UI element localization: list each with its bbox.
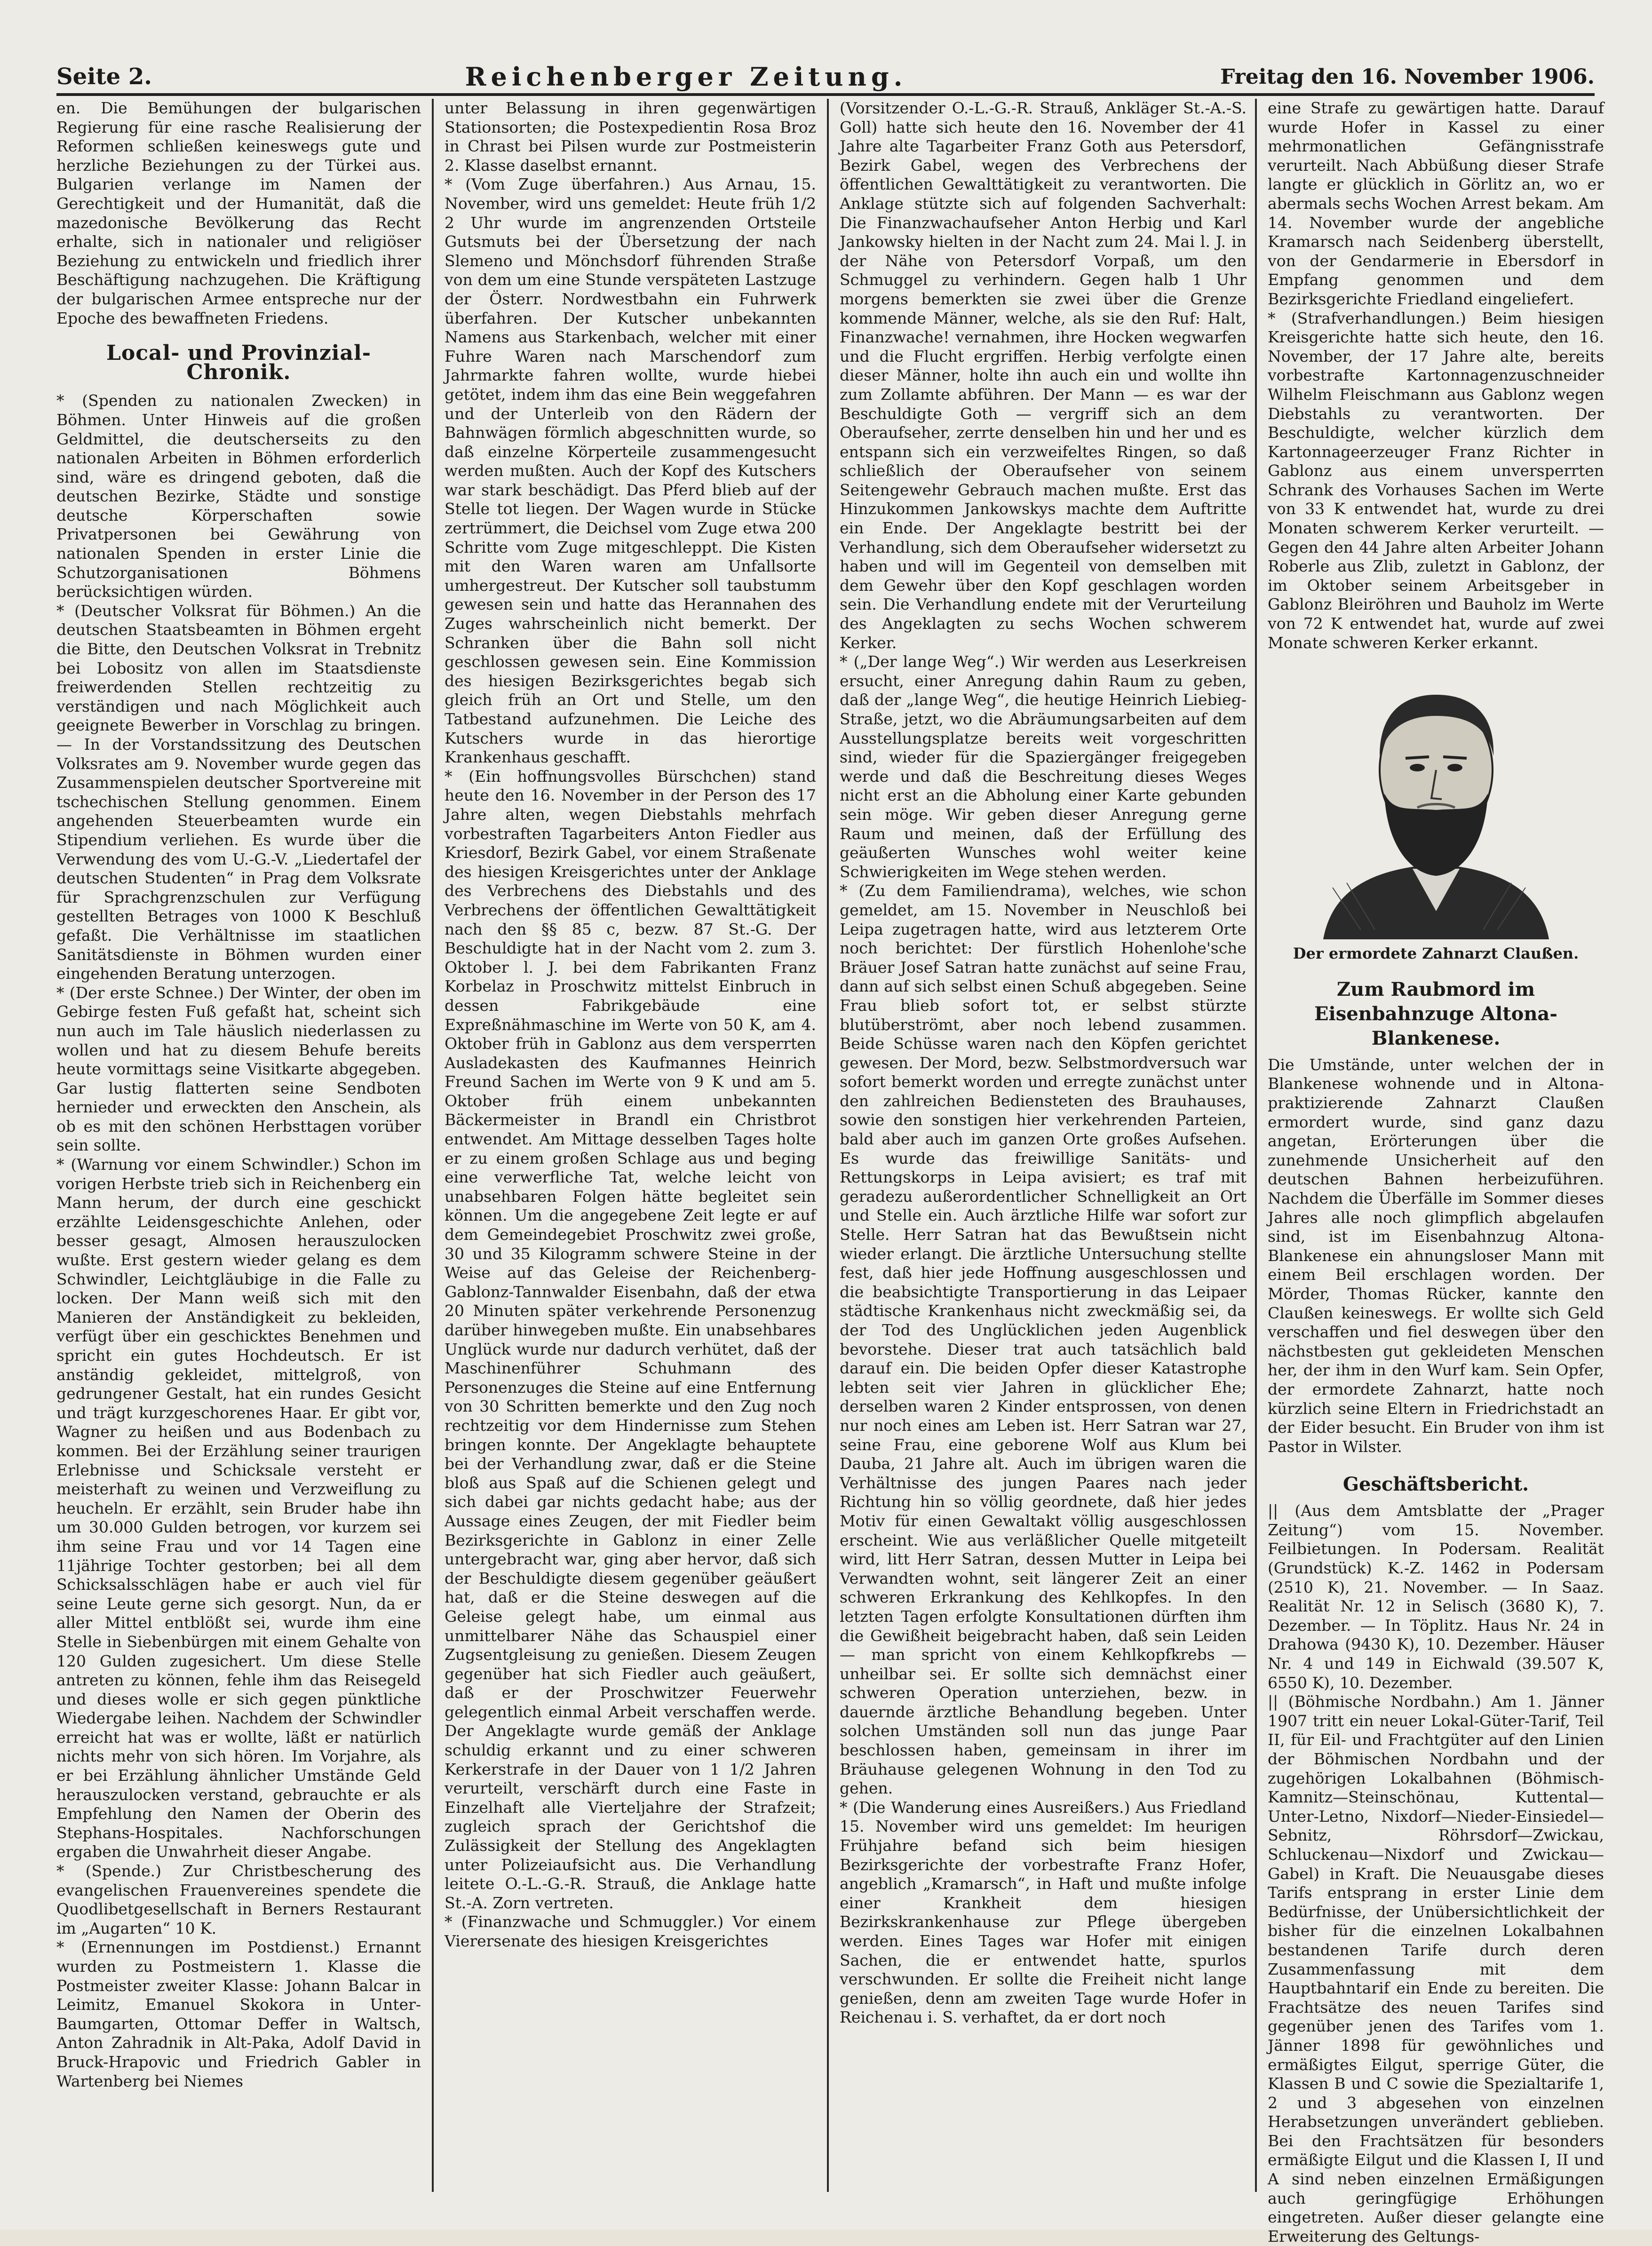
section-heading: Local- und Provinzial-Chronik. [106,341,372,384]
article-volksrat: * (Deutscher Volksrat für Böhmen.) An die deutschen Staatsbeamten in Böhmen ergeht die Bitte, den Deutschen Volksrat in Trebnitz bei Lobositz von allen im Staatsdienste freiwerdenden Stellen rechtzeitig zu verständigen und nach Möglichkeit auch geeignete Bewerber in Vorschlag zu bringen. — In der Vorstandssitzung des Deutschen Volksrates am 9. November wurde gegen das Zusammenspielen deutscher Sportvereine mit tschechischen Stellung genommen. Einem angehenden Steuerbeamten wurde ein Stipendium verliehen. Es wurde über die Verwendung des vom U.-G.-V. „Liedertafel der deutschen Studenten“ in Prag dem Volksrate für Sprachgrenzschulen zur Verfügung gestellten Betrages von 1000 K Beschluß gefaßt. Die Verhältnisse im staatlichen Sanitätsdienste in Böhmen wurden einer eingehenden Beratung unterzogen. [56,601,421,983]
portrait-engraving [1304,667,1568,939]
page-number: Seite 2. [56,63,152,90]
article-continuation: en. Die Bemühungen der bulgarischen Regierung für eine rasche Realisierung der Reformen schließen keineswegs gute und herzliche Beziehungen zu der Türkei aus. Bulgarien verlange im Namen der Gerechtigkeit und der Humanität, daß die mazedonische Bevölkerung das Recht erhalte, sich in nationaler und religiöser Beziehung zu entwickeln und friedlich ihrer Beschäftigung nachzugehen. Die Kräftigung der bulgarischen Armee entspreche nur der Epoche des bewaffneten Friedens. [56,99,421,327]
article-raubmord: Die Umstände, unter welchen der in Blankenese wohnende und in Altona-praktizierende Zahnarzt Claußen ermordert wurde, sind ganz dazu angetan, Erörterungen über die zunehmende Unsicherheit auf den deutschen Bahnen herbeizuführen. Nachdem die Überfälle im Sommer dieses Jahres alle noch glimpflich abgelaufen sind, ist im Eisenbahnzug Altona-Blankenese ein ahnungsloser Mann mit einem Beil erschlagen worden. Der Mörder, Thomas Rücker, kannte den Claußen keineswegs. Er wollte sich Geld verschaffen und fiel deswegen über den nächstbesten gut gekleideten Menschen her, der ihm in den Wurf kam. Sein Opfer, der ermordete Zahnarzt, hatte noch kürzlich seine Eltern in Friedrichstadt an der Eider besucht. Ein Bruder von ihm ist Pastor in Wilster. [1268,1055,1604,1456]
column-4 [1268,99,1604,2246]
article-donation: * (Spende.) Zur Christbescherung des evangelischen Frauenvereines spendete die Quodlibetgesellschaft in Berners Restaurant im „Augarten“ 10 K. [56,1862,421,1937]
article-first-snow: * (Der erste Schnee.) Der Winter, der oben im Gebirge festen Fuß gefaßt hat, scheint sich nun auch im Tale häuslich niederlassen zu wollen und hat zu diesem Behufe bereits heute vormittags seine Visitkarte abgegeben. Gar lustig flatterten seine Sendboten hernieder und erweckten den Anschein, als ob es mit den schönen Herbsttagen vorüber sein sollte. [56,983,421,1155]
masthead: Reichenberger Zeitung. [465,62,907,92]
article-continuation: eine Strafe zu gewärtigen hatte. Darauf wurde Hofer in Kassel zu einer mehrmonatlichen Gefängnisstrafe verurteilt. Nach Abbüßung dieser Strafe langte er glücklich in Görlitz an, wo er abermals sechs Wochen Arrest bekam. Am 14. November wurde der angebliche Kramarsch nach Seidenberg überstellt, von der Gendarmerie in Ebersdorf in Empfang genommen und dem Bezirksgerichte Friedland eingeliefert. [1268,99,1604,308]
article-heading-raubmord: Zum Raubmord im Eisenbahnzuge Altona-Blankenese. [1314,978,1557,1049]
article-nordbahn: || (Böhmische Nordbahn.) Am 1. Jänner 1907 tritt ein neuer Lokal-Güter-Tarif, Teil II, für Eil- und Frachtgüter auf den Linien der Böhmischen Nordbahn und der zugehörigen Lokalbahnen (Böhmisch-Kamnitz—Steinschönau, Kuttental—Unter-Letno, Nixdorf—Nieder-Einsiedel—Sebnitz, Röhrsdorf—Zwickau, Schluckenau—Nixdorf und Zwickau—Gabel) in Kraft. Die Neuausgabe dieses Tarifs entsprang in erster Linie dem Bedürfnisse, der Unübersichtlichkeit der bisher für die einzelnen Lokalbahnen bestandenen Tarife durch deren Zusammenfassung mit dem Hauptbahntarif ein Ende zu bereiten. Die Frachtsätze des neuen Tarifes sind gegenüber jenen des Tarifes vom 1. Jänner 1898 für gewöhnliches und ermäßigtes Eilgut, sperrige Güter, die Klassen B und C sowie die Spezialtarife 1, 2 und 3 abgesehen von einzelnen Herabsetzungen unverändert geblieben. Bei den Frachtsätzen für besonders ermäßigte Eilgut und die Klassen I, II und A sind neben einzelnen Ermäßigungen auch geringfügige Erhöhungen eingetreten. Außer dieser gelangte eine Erweiterung des Geltungs- [1268,1692,1604,2246]
article-amtsblatt: || (Aus dem Amtsblatte der „Prager Zeitung“) vom 15. November. Feilbietungen. In Podersam. Realität (Grundstück) K.-Z. 1462 in Podersam (2510 K), 21. November. — In Saaz. Realität Nr. 12 in Selisch (3680 K), 7. Dezember. — In Töplitz. Haus Nr. 24 in Drahowa (9430 K), 10. Dezember. Häuser Nr. 4 und 149 in Eichwald (39.507 K, 6550 K), 10. Dezember. [1268,1501,1604,1692]
column-2 [445,99,816,2197]
article-young-offender: * (Ein hoffnungsvolles Bürschchen) stand heute den 16. November in der Person des 17 Jahre alten, wegen Diebstahls mehrfach vorbestraften Tagarbeiters Anton Fiedler aus Kriesdorf, Bezirk Gabel, vor einem Straßenate des hiesigen Kreisgerichtes unter der Anklage des Verbrechens des Diebstahls und des Verbrechens der öffentlichen Gewalttätigkeit nach den §§ 85 c, bezw. 87 St.-G. Der Beschuldigte hat in der Nacht vom 2. zum 3. Oktober l. J. bei dem Fabrikanten Franz Korbelaz in Proschwitz mittelst Einbruch in dessen Fabrikgebäude eine Expreßnähmaschine im Werte von 50 K, am 4. Oktober früh in Gablonz aus dem versperrten Ausladekasten des Kaufmannes Heinrich Freund Sachen im Werte von 9 K und am 5. Oktober früh einem unbekannten Bäckermeister in Brandl ein Christbrot entwendet. Am Mittage desselben Tages holte er zu einem großen Schlage aus und beging eine verwerfliche Tat, welche leicht von unabsehbaren Folgen hätte begleitet sein können. Um die angegebene Zeit legte er auf dem Gemeindegebiet Proschwitz zwei große, 30 und 35 Kilogramm schwere Steine in der Weise auf das Geleise der Reichenberg-Gablonz-Tannwalder Eisenbahn, daß der etwa 20 Minuten später verkehrende Personenzug darüber hinwegeben mußte. Ein unabsehbares Unglück wurde nur dadurch verhütet, daß der Maschinenführer Schuhmann des Personenzuges die Steine auf eine Entfernung von 30 Schritten bemerkte und den Zug noch rechtzeitig vor dem Hindernisse zum Stehen bringen konnte. Der Angeklagte behauptete bei der Verhandlung zwar, daß er die Steine bloß aus Spaß auf die Schienen gelegt und sich dabei gar nichts gedacht habe; aus der Aussage eines Zeugen, der mit Fiedler beim Bezirksgerichte in Gablonz in einer Zelle untergebracht war, ging aber hervor, daß sich der Beschuldigte diesem gegenüber geäußert hat, daß er die Steine deswegen auf die Geleise gelegt habe, um einmal aus unmittelbarer Nähe das Schauspiel einer Zugsentgleisung zu genießen. Diesem Zeugen gegenüber hat sich Fiedler auch geäußert, daß er der Proschwitzer Feuerwehr gelegentlich einmal Arbeit verschaffen werde. Der Angeklagte wurde gemäß der Anklage schuldig erkannt und zu einer schweren Kerkerstrafe in der Dauer von 1 1/2 Jahren verurteilt, verschärft durch eine Faste in Einzelhaft alle Vierteljahre der Strafzeit; zugleich sprach der Gerichtshof die Zulässigkeit der Stellung des Angeklagten unter Polizeiaufsicht aus. Die Verhandlung leitete O.-L.-G.-R. Strauß, die Anklage hatte St.-A. Zorn vertreten. [445,767,816,1912]
article-continuation: (Vorsitzender O.-L.-G.-R. Strauß, Ankläger St.-A.-S. Goll) hatte sich heute den 16. November der 41 Jahre alte Tagarbeiter Franz Goth aus Petersdorf, Bezirk Gabel, wegen des Verbrechens der öffentlichen Gewalttätigkeit zu verantworten. Die Anklage stützte sich auf folgenden Sachverhalt: Die Finanzwachaufseher Anton Herbig und Karl Jankowsky hielten in der Nacht zum 24. Mai l. J. in der Nähe von Petersdorf Vorpaß, um den Schmuggel zu verhindern. Gegen halb 1 Uhr morgens bemerkten sie zwei über die Grenze kommende Männer, welche, als sie den Ruf: Halt, Finanzwache! vernahmen, ihre Hocken wegwarfen und die Flucht ergriffen. Herbig verfolgte einen dieser Männer, holte ihn auch ein und wollte ihn zum Zollamte abführen. Der Mann — es war der Beschuldigte Goth — vergriff sich an dem Oberaufseher, zerrte denselben hin und her und es entspann sich ein verzweifeltes Ringen, so daß schließlich der Oberaufseher von seinem Seitengewehr Gebrauch machen mußte. Erst das Hinzukommen Jankowskys machte dem Auftritte ein Ende. Der Angeklagte bestritt bei der Verhandlung, sich dem Oberaufseher widersetzt zu haben und will im Gegenteil von demselben mit dem Gewehr über den Kopf geschlagen worden sein. Die Verhandlung endete mit der Verurteilung des Angeklagten zu sechs Wochen schwerem Kerker. [840,99,1247,652]
article-swindler-warning: * (Warnung vor einem Schwindler.) Schon im vorigen Herbste trieb sich in Reichenberg ein Mann herum, der durch eine geschickt erzählte Leidensgeschichte Anlehen, oder besser gesagt, Almosen herauszulocken wußte. Erst gestern wieder gelang es dem Schwindler, Leichtgläubige in die Falle zu locken. Der Mann weiß sich mit den Manieren der Anständigkeit zu bekleiden, verfügt über ein geschicktes Benehmen und spricht ein gutes Hochdeutsch. Er ist anständig gekleidet, mittelgroß, von gedrungener Gestalt, hat ein rundes Gesicht und trägt kurzgeschorenes Haar. Er gibt vor, Wagner zu heißen und aus Bodenbach zu kommen. Bei der Erzählung seiner traurigen Erlebnisse und Schicksale versteht er meisterhaft zu weinen und Verzweiflung zu heucheln. Er erzählt, sein Bruder habe ihn um 30.000 Gulden betrogen, vor kurzem sei ihm seine Frau und vor 14 Tagen eine 11jährige Tochter gestorben; bei all dem Schicksalsschlägen habe er auch viel für seine Leute gerne sich gesorgt. Nun, da er aller Mittel entblößt sei, wurde ihm eine Stelle in Siebenbürgen mit einem Gehalte von 120 Gulden zugesichert. Um diese Stelle antreten zu können, fehle ihm das Reisegeld und dieses wolle er sich gegen pünktliche Wiedergabe leihen. Nachdem der Schwindler erreicht hat was er wollte, läßt er natürlich nichts mehr von sich hören. Im Vorjahre, als er bei Erzählung ähnlicher Umstände Geld herauszulocken verstand, gebrauchte er als Empfehlung den Namen der Oberin des Stephans-Hospitales. Nachforschungen ergaben die Unwahrheit dieser Angabe. [56,1155,421,1861]
portrait-caption: Der ermordete Zahnarzt Claußen. [1293,944,1579,963]
article-continuation: unter Belassung in ihren gegenwärtigen Stationsorten; die Postexpedientin Rosa Broz in Chrast bei Pilsen wurde zur Postmeisterin 2. Klasse daselbst ernannt. [445,99,816,175]
article-criminal-trials: * (Strafverhandlungen.) Beim hiesigen Kreisgerichte hatte sich heute, den 16. November, der 17 Jahre alte, bereits vorbestrafte Kartonnagenzuschneider Wilhelm Fleischmann aus Gablonz wegen Diebstahls zu verantworten. Der Beschuldigte, welcher kürzlich dem Kartonnageerzeuger Franz Richter in Gablonz aus einem unversperrten Schrank des Vorhauses Sachen im Werte von 33 K entwendet hat, wurde zu drei Monaten schwerem Kerker verurteilt. — Gegen den 44 Jahre alten Arbeiter Johann Roberle aus Zlib, zuletzt in Gablonz, der im Oktober seinem Arbeitsgeber in Gablonz Bleiröhren und Bauholz im Werte von 72 K entwendet hat, wurde auf zwei Monate schweren Kerker erkannt. [1268,309,1604,652]
article-family-drama: * (Zu dem Familiendrama), welches, wie schon gemeldet, am 15. November in Neuschloß bei Leipa zugetragen hatte, wird aus letzterem Orte noch berichtet: Der fürstlich Hohenlohe'sche Bräuer Josef Satran hatte zunächst auf seine Frau, dann auf sich selbst einen Schuß abgegeben. Seine Frau blieb sofort tot, er selbst stürzte blutüberströmt, aber noch lebend zusammen. Beide Schüsse waren nach den Köpfen gerichtet gewesen. Der Mord, bezw. Selbstmordversuch war sofort bemerkt worden und erregte zunächst unter den zahlreichen Bediensteten des Brauhauses, sowie den sonstigen hier verkehrenden Parteien, bald aber auch im ganzen Orte großes Aufsehen. Es wurde das freiwillige Sanitäts- und Rettungskorps in Leipa avisiert; es traf mit geradezu außerordentlicher Schnelligkeit an Ort und Stelle ein. Auch ärztliche Hilfe war sofort zur Stelle. Herr Satran hat das Bewußtsein nicht wieder erlangt. Die ärztliche Untersuchung stellte fest, daß hier jede Hoffnung ausgeschlossen und die beabsichtigte Transportierung in das Leipaer städtische Krankenhaus nicht zweckmäßig sei, da der Tod des Unglücklichen jeden Augenblick bevorstehe. Dieser trat auch tatsächlich bald darauf ein. Die beiden Opfer dieser Katastrophe lebten seit vier Jahren in glücklicher Ehe; derselben waren 2 Kinder entsprossen, von denen nur noch eines am Leben ist. Herr Satran war 27, seine Frau, eine geborene Wolf aus Klum bei Dauba, 21 Jahre alt. Auch im übrigen waren die Verhältnisse des jungen Paares nach jeder Richtung hin so völlig geordnete, daß hier jedes Motiv für einen Gewaltakt völlig ausgeschlossen erscheint. Wie aus verläßlicher Quelle mitgeteilt wird, litt Herr Satran, dessen Mutter in Leipa bei Verwandten wohnt, seit längerer Zeit an einer schweren Erkrankung des Kehlkopfes. In den letzten Tagen erfolgte Konsultationen dürften ihm die Gewißheit beigebracht haben, daß sein Leiden — man spricht von einem Kehlkopfkrebs — unheilbar sei. Er sollte sich demnächst einer schweren Operation unterziehen, bezw. in dauernde ärztliche Behandlung begeben. Unter solchen Umständen soll nun das junge Paar beschlossen haben, gemeinsam in ihrer im Bräuhause gelegenen Wohnung in den Tod zu gehen. [840,881,1247,1798]
column-1 [56,99,421,2197]
article-train-accident: * (Vom Zuge überfahren.) Aus Arnau, 15. November, wird uns gemeldet: Heute früh 1/2 2 Uhr wurde im angrenzenden Ortsteile Gutsmuts bei der Übersetzung der nach Slemeno und Mönchsdorf führenden Straße von dem um eine Stunde verspäteten Lastzuge der Österr. Nordwestbahn ein Fuhrwerk überfahren. Der Kutscher unbekannten Namens aus Starkenbach, welcher mit einer Fuhre Waren nach Marschendorf zum Jahrmarkte fahren wollte, wurde hiebei getötet, indem ihm das eine Bein weggefahren und der Unterleib von den Rädern der Bahnwägen förmlich abgeschnitten wurde, so daß einzelne Körperteile zusammengesucht werden mußten. Auch der Kopf des Kutschers war stark beschädigt. Das Pferd blieb auf der Stelle tot liegen. Der Wagen wurde in Stücke zertrümmert, die Deichsel vom Zuge etwa 200 Schritte vom Zuge mitgeschleppt. Die Kisten mit den Waren waren am Unfallsorte umhergestreut. Der Kutscher soll taubstumm gewesen sein und hatte das Herannahen des Zuges wahrscheinlich nicht bemerkt. Der Schranken über die Bahn soll nicht geschlossen gewesen sein. Eine Kommission des hiesigen Bezirksgerichtes begab sich gleich früh an Ort und Stelle, um den Tatbestand aufzunehmen. Die Leiche des Kutschers wurde in das hierortige Krankenhaus geschafft. [445,175,816,767]
page-header [56,60,1595,96]
columns [56,99,1604,2246]
article-national-donations: * (Spenden zu nationalen Zwecken) in Böhmen. Unter Hinweis auf die großen Geldmittel, die deutscherseits zu den nationalen Arbeiten in Böhmen erforderlich sind, wäre es dringend geboten, daß die deutschen Bezirke, Städte und sonstige deutsche Körperschaften sowie Privatpersonen bei Gewährung von nationalen Spenden in erster Linie die Schutzorganisationen Böhmens berücksichtigen würden. [56,391,421,601]
section-heading-business: Geschäftsbericht. [1342,1473,1529,1496]
column-3 [840,99,1247,2197]
article-long-way: * („Der lange Weg“.) Wir werden aus Leserkreisen ersucht, einer Anregung dahin Raum zu geben, daß der „lange Weg“, die heutige Heinrich Liebieg-Straße, jetzt, wo die Abräumungsarbeiten auf dem Ausstellungsplatze bereits weit vorgeschritten sind, wieder für die Spaziergänger freigegeben werde und daß die Beschreitung dieses Weges nicht erst an die Abholung einer Karte gebunden sein möge. Wir geben dieser Anregung gerne Raum und meinen, daß der Erfüllung des geäußerten Wunsches wohl weiter keine Schwierigkeiten im Wege stehen werden. [840,652,1247,881]
issue-date: Freitag den 16. November 1906. [1220,64,1595,89]
article-runaway: * (Die Wanderung eines Ausreißers.) Aus Friedland 15. November wird uns gemeldet: Im heurigen Frühjahre befand sich beim hiesigen Bezirksgerichte der vorbestrafte Franz Hofer, angeblich „Kramarsch“, in Haft und mußte infolge einer Krankheit dem hiesigen Bezirkskrankenhause zur Pflege übergeben werden. Eines Tages war Hofer mit einigen Sachen, die er entwendet hatte, spurlos verschwunden. Er sollte die Freiheit nicht lange genießen, denn am zweiten Tage wurde Hofer in Reichenau i. S. verhaftet, da er dort noch [840,1798,1247,2027]
article-postal-appointments: * (Ernennungen im Postdienst.) Ernannt wurden zu Postmeistern 1. Klasse die Postmeister zweiter Klasse: Johann Balcar in Leimitz, Emanuel Skokora in Unter-Baumgarten, Ottomar Deffer in Waltsch, Anton Zahradnik in Alt-Paka, Adolf David in Bruck-Hrapovic und Friedrich Gabler in Wartenberg bei Niemes [56,1938,421,2090]
article-customs-smuggler: * (Finanzwache und Schmuggler.) Vor einem Vierersenate des hiesigen Kreisgerichtes [445,1913,816,1950]
